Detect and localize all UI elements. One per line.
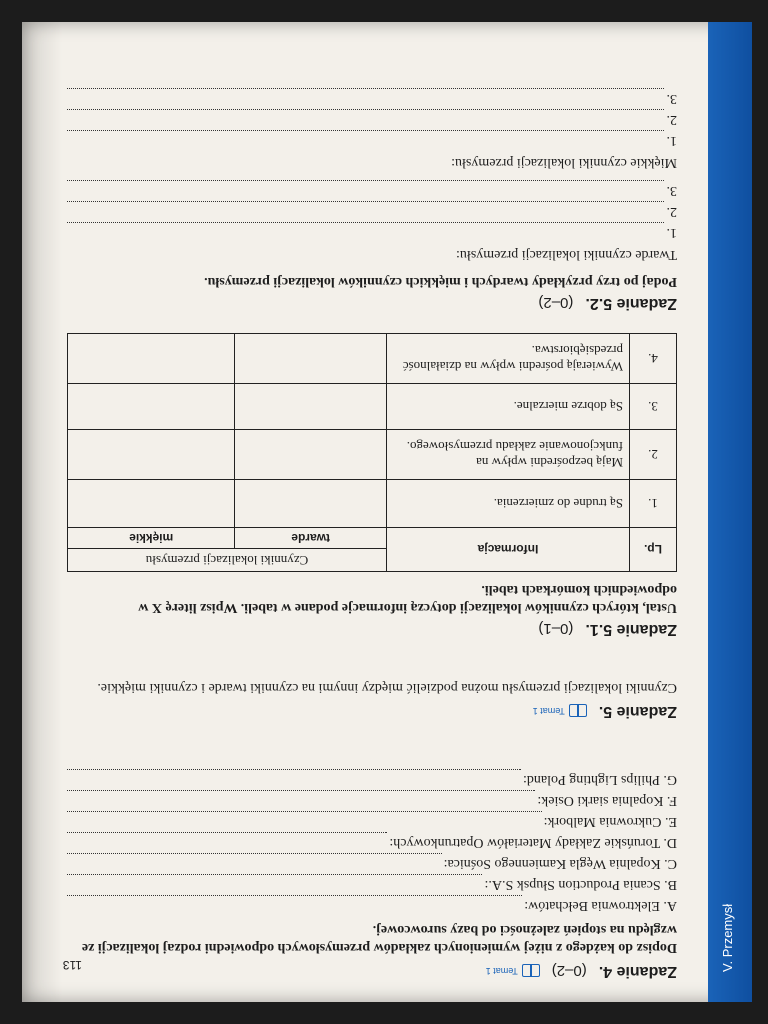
book-icon (522, 965, 540, 978)
table-row (68, 334, 677, 384)
answer-row: 3. (67, 180, 677, 201)
task-4-points: (0–2) (551, 962, 587, 980)
soft-factors-label: Miękkie czynniki lokalizacji przemysłu: (451, 155, 677, 170)
col-soft-header: miękkie (68, 528, 235, 549)
task-4-item: B. Scania Production Słupsk S.A.: (67, 874, 677, 895)
task-4 (67, 769, 677, 980)
col-lp-header: Lp. (630, 528, 677, 572)
factors-table (67, 333, 677, 572)
hard-factors-label: Twarde czynniki lokalizacji przemysłu: (456, 247, 677, 262)
answer-line[interactable] (67, 895, 522, 910)
task-5-2 (67, 88, 677, 312)
answer-line[interactable] (67, 88, 665, 103)
answer-row: 2. (67, 201, 677, 222)
soft-cell[interactable] (68, 480, 235, 528)
row-lp: 2. (630, 430, 677, 480)
row-info: Są dobrze mierzalne. (387, 384, 630, 430)
task-4-item: C. Kopalnia Węgla Kamiennego Sośnica: (67, 853, 677, 874)
page-number: 113 (62, 958, 82, 972)
scanned-page (22, 22, 752, 1002)
col-group-header: Czynniki lokalizacji przemysłu (68, 549, 387, 572)
task-5-1-instruction: Ustal, których czynników lokalizacji dotyczą informacje podane w tabeli. Wpisz literę X w odpowiednich komórkach tabeli. (138, 582, 677, 615)
col-info-header: Informacja (387, 528, 630, 572)
answer-line[interactable] (67, 811, 542, 826)
task-5-title: Zadanie 5. (598, 703, 677, 720)
answer-row: 1. (67, 130, 677, 151)
temat-label: Temat 1 (532, 706, 565, 716)
side-band (708, 22, 752, 1002)
soft-cell[interactable] (68, 430, 235, 480)
task-5-1-title: Zadanie 5.1. (585, 621, 677, 638)
temat-badge (533, 705, 587, 718)
table-row (68, 480, 677, 528)
task-4-item: F. Kopalnia siarki Osiek: (67, 790, 677, 811)
answer-line[interactable] (67, 790, 535, 805)
hard-cell[interactable] (235, 430, 387, 480)
task-4-item: E. Cukrownia Malbork: (67, 811, 677, 832)
row-info: Są trudne do zmierzenia. (387, 480, 630, 528)
row-lp: 4. (630, 334, 677, 384)
answer-row: 1. (67, 222, 677, 243)
book-icon (569, 705, 587, 718)
page-content (22, 22, 752, 1002)
side-band-label: V. Przemysł (720, 903, 735, 972)
soft-cell[interactable] (68, 334, 235, 384)
answer-line[interactable] (67, 222, 665, 237)
row-info: Mają bezpośredni wpływ na funkcjonowanie zakładu przemysłowego. (387, 430, 630, 480)
temat-label: Temat 1 (485, 966, 518, 976)
binding-shadow (22, 22, 62, 1002)
task-5-2-title: Zadanie 5.2. (585, 295, 677, 312)
task-5-1-points: (0–1) (538, 620, 574, 638)
row-lp: 1. (630, 480, 677, 528)
hard-cell[interactable] (235, 480, 387, 528)
task-4-item: D. Toruńskie Zakłady Materiałów Opatrunkowych: (67, 832, 677, 853)
row-info: Wywierają pośredni wpływ na działalność przedsiębiorstwa. (387, 334, 630, 384)
answer-line[interactable] (67, 769, 521, 784)
answer-line[interactable] (67, 201, 665, 216)
task-5-2-instruction: Podaj po trzy przykłady twardych i miękkich czynników lokalizacji przemysłu. (204, 274, 677, 289)
answer-row: 2. (67, 109, 677, 130)
row-lp: 3. (630, 384, 677, 430)
hard-cell[interactable] (235, 384, 387, 430)
temat-badge (486, 965, 540, 978)
answer-line[interactable] (67, 853, 442, 868)
col-hard-header: twarde (235, 528, 387, 549)
task-4-item: A. Elektrownia Bełchatów: (67, 895, 677, 916)
soft-cell[interactable] (68, 384, 235, 430)
table-row (68, 384, 677, 430)
task-4-item: G. Philips Lighting Poland: (67, 769, 677, 790)
hard-cell[interactable] (235, 334, 387, 384)
task-5 (67, 678, 677, 720)
task-4-title: Zadanie 4. (598, 963, 677, 980)
task-5-2-points: (0–2) (538, 294, 574, 312)
answer-row: 3. (67, 88, 677, 109)
task-4-list (67, 769, 677, 916)
answer-line[interactable] (67, 180, 665, 195)
answer-line[interactable] (67, 130, 665, 145)
task-5-intro: Czynniki lokalizacji przemysłu można podzielić między innymi na czynniki twarde i czynniki miękkie. (97, 680, 677, 695)
task-4-instruction: Dopisz do każdego z niżej wymienionych zakładów przemysłowych odpowiedni rodzaj lokalizacji ze względu na stopień zależności od bazy surowcowej. (81, 922, 677, 955)
table-row (68, 430, 677, 480)
answer-line[interactable] (67, 832, 387, 847)
task-5-1 (67, 333, 677, 638)
answer-line[interactable] (67, 109, 665, 124)
answer-line[interactable] (67, 874, 482, 889)
